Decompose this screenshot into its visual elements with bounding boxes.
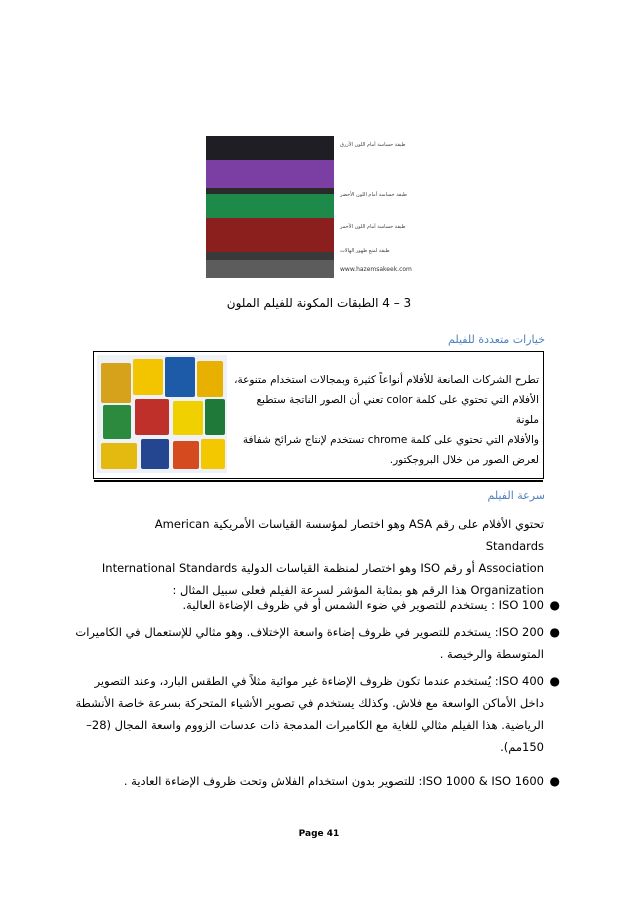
box-line: الأفلام التي تحتوي على كلمة color تعني أن الصور الناتجة ستطبع ملونة <box>256 394 539 426</box>
bullet-line: ISO 100 : يستخدم للتصوير في ضوء الشمس أو في ظروف الإضاءة العالية. <box>182 598 544 612</box>
bullet-line: ISO 200: يستخدم للتصوير في ظروف إضاءة واسعة الإختلاف. وهو مثالي للإستعمال في الكاميرات <box>75 625 544 639</box>
film-options-text <box>233 370 539 470</box>
paragraph-line: Organization هذا الرقم هو بمثابة المؤشر لسرعة الفيلم فعلى سبيل المثال : <box>172 583 544 597</box>
bullet-line: المتوسطة والرخيصة . <box>439 647 544 661</box>
label-green-layer: طبقة حساسة أمام اللون الأخضر <box>340 192 407 198</box>
label-blue-layer: طبقة حساسة أمام اللون الأزرق <box>340 142 406 148</box>
top-dark-layer <box>206 136 334 160</box>
figure-watermark: www.hazemsakeek.com <box>340 266 412 273</box>
box-line: لعرض الصور من خلال البروجكتور. <box>389 454 539 466</box>
bullet-iso-400 <box>58 670 560 758</box>
bullet-iso-200 <box>58 621 560 665</box>
bullet-line: ISO 1000 & ISO 1600: للتصوير بدون استخدام الفلاش وتحت ظروف الإضاءة العادية . <box>123 774 544 788</box>
bullet-line: الرياضية. هذا الفيلم مثالي للغاية مع الكاميرات المدمجة ذات عدسات الزووم واسعة المجال (28– <box>86 718 544 732</box>
film-boxes-image <box>97 355 227 473</box>
bullet-line: داخل الأماكن الواسعة مع فلاش. وكذلك يستخدم في تصوير الأشياء المتحركة بسرعة خاصة الأنشطة <box>75 696 544 710</box>
film-speed-paragraph <box>93 513 544 601</box>
bullet-line: 150مم). <box>500 740 544 754</box>
film-options-box <box>93 351 544 479</box>
bullet-icon: ● <box>549 625 560 639</box>
anti-halation-layer <box>206 260 334 278</box>
red-sensitive-layer <box>206 218 334 252</box>
bullet-iso-100 <box>58 594 560 616</box>
paragraph-line: Association أو رقم ISO وهو اختصار لمنظمة القياسات الدولية International Standards <box>101 561 544 575</box>
box-line: تطرح الشركات الصانعة للأفلام أنواعاً كثيرة وبمجالات استخدام متنوعة، <box>234 374 539 386</box>
blue-sensitive-layer <box>206 160 334 188</box>
paragraph-line: تحتوي الأفلام على رقم ASA وهو اختصار لمؤسسة القياسات الأمريكية American Standards <box>154 517 544 553</box>
film-layers-figure <box>206 136 438 284</box>
page-number: Page 41 <box>298 829 340 839</box>
bullet-icon: ● <box>549 598 560 612</box>
bullet-iso-1000-1600 <box>58 770 560 792</box>
section-heading-film-options: خيارات متعددة للفيلم <box>448 333 545 346</box>
green-sensitive-layer <box>206 194 334 218</box>
box-double-border <box>94 480 543 482</box>
box-line: والأفلام التي تحتوي على كلمة chrome تستخدم لإنتاج شرائح شفافة <box>242 434 539 446</box>
bullet-line: ISO 400: يُستخدم عندما تكون ظروف الإضاءة غير موائية مثلاً في الطقس البارد، وعند التصوير <box>94 674 544 688</box>
section-heading-film-speed: سرعة الفيلم <box>487 489 545 502</box>
base-layer <box>206 252 334 260</box>
label-antihalation-layer: طبقة لمنع ظهور الهالات <box>340 248 390 254</box>
bullet-icon: ● <box>549 774 560 788</box>
label-red-layer: طبقة حساسة أمام اللون الأحمر <box>340 224 406 230</box>
figure-caption: 3 – 4 الطبقات المكونة للفيلم الملون <box>226 296 412 310</box>
bullet-icon: ● <box>549 674 560 688</box>
